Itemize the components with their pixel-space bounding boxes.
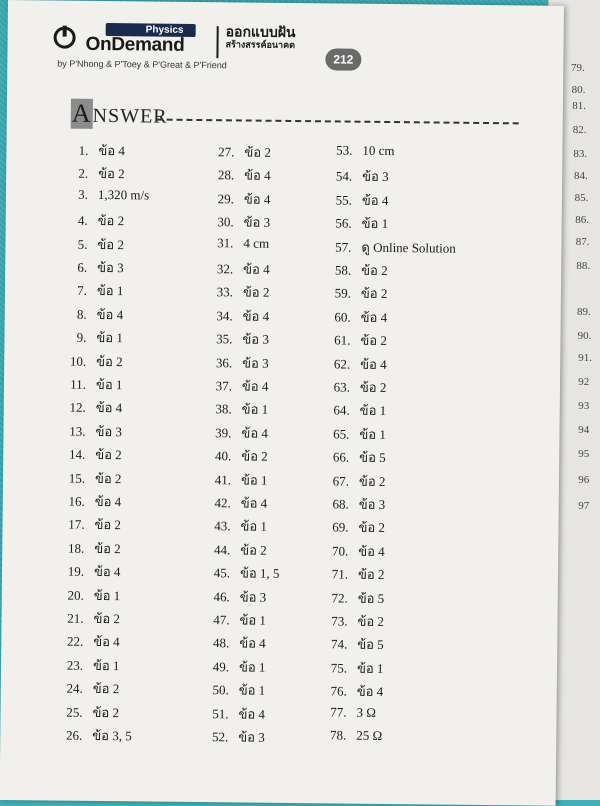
answer-item xyxy=(319,610,384,632)
answer-item xyxy=(203,422,268,444)
answer-value: 4 cm xyxy=(243,235,270,251)
adjacent-page-number: 79. xyxy=(571,62,585,74)
answer-item xyxy=(206,188,271,210)
answer-number: 42. xyxy=(214,495,231,511)
answer-value: ข้อ 4 xyxy=(94,493,122,510)
answer-value: ข้อ 4 xyxy=(361,192,389,208)
answer-item xyxy=(55,608,120,630)
answer-value: ข้อ 2 xyxy=(92,704,120,720)
answer-item xyxy=(322,329,387,351)
answer-number: 25. xyxy=(66,704,83,720)
answer-value: ข้อ 2 xyxy=(97,236,124,252)
answer-number: 9. xyxy=(76,329,87,346)
answer-number: 23. xyxy=(66,657,84,673)
answer-value: 1,320 m/s xyxy=(97,186,150,203)
answer-item xyxy=(200,703,265,725)
answer-item xyxy=(55,678,120,700)
answer-value: 25 Ω xyxy=(356,727,383,743)
answer-value: ข้อ 2 xyxy=(92,681,120,697)
answer-value: ข้อ 4 xyxy=(242,308,270,324)
answer-value: ข้อ 2 xyxy=(360,332,387,349)
answer-item xyxy=(205,281,270,303)
answer-value: ข้อ 2 xyxy=(357,566,385,583)
answer-number: 77. xyxy=(330,704,347,720)
answer-value: ข้อ 3 xyxy=(358,496,386,512)
answer-number: 40. xyxy=(214,448,232,464)
answer-value: ดู Online Solution xyxy=(361,239,456,256)
answer-item xyxy=(321,470,386,492)
answer-number: 5. xyxy=(77,236,88,252)
answer-value: ข้อ 1 xyxy=(240,518,268,535)
answer-item xyxy=(56,514,121,536)
answer-value: ข้อ 4 xyxy=(238,706,266,722)
answer-number: 44. xyxy=(213,541,231,558)
answer-item xyxy=(320,563,385,585)
answer-value: ข้อ 2 xyxy=(360,286,388,302)
answer-number: 75. xyxy=(330,660,348,676)
answer-number: 58. xyxy=(334,262,352,278)
answer-item xyxy=(201,609,266,631)
section-title-initial: A xyxy=(71,98,92,128)
answer-item xyxy=(323,306,388,328)
answer-number: 47. xyxy=(213,612,230,628)
answer-item xyxy=(206,164,271,186)
answer-number: 19. xyxy=(67,563,85,580)
answer-item xyxy=(200,726,265,748)
answer-item xyxy=(204,352,269,374)
answer-item xyxy=(323,259,388,281)
answer-value: ข้อ 2 xyxy=(98,166,125,182)
answer-value: ข้อ 4 xyxy=(358,543,385,559)
answer-number: 50. xyxy=(212,682,229,698)
section-title-rest: NSWER xyxy=(92,104,168,128)
answer-number: 62. xyxy=(333,356,351,372)
answer-value: ข้อ 2 xyxy=(97,213,125,229)
answer-value: ข้อ 2 xyxy=(358,520,386,536)
answer-number: 7. xyxy=(77,283,88,299)
answer-item xyxy=(58,350,123,372)
answer-value: ข้อ 4 xyxy=(240,495,268,511)
answer-value: 3 Ω xyxy=(356,704,377,720)
adjacent-page-number: 84. xyxy=(574,170,588,182)
answer-number: 2. xyxy=(78,166,89,182)
adjacent-page-number: 92 xyxy=(578,376,590,388)
answer-number: 63. xyxy=(333,379,351,395)
adjacent-page-number: 89. xyxy=(577,306,591,318)
answer-item xyxy=(205,305,270,327)
answer-number: 18. xyxy=(67,540,85,556)
answer-number: 8. xyxy=(76,306,87,322)
brand-name: OnDemand xyxy=(85,33,185,56)
answer-number: 48. xyxy=(212,635,230,651)
answer-value: ข้อ 5 xyxy=(357,637,384,653)
answer-number: 41. xyxy=(214,471,232,487)
answer-value: ข้อ 1 xyxy=(359,426,387,442)
answer-value: ข้อ 1 xyxy=(95,376,123,393)
answer-value: ข้อ 3 xyxy=(239,589,267,605)
answer-number: 35. xyxy=(216,331,233,347)
answer-number: 36. xyxy=(215,354,233,370)
adjacent-page-number: 94 xyxy=(578,424,590,436)
answer-item xyxy=(206,211,271,233)
answer-item xyxy=(56,561,121,583)
answer-item xyxy=(321,493,386,515)
answer-number: 6. xyxy=(77,259,88,275)
answer-value: ข้อ 1 xyxy=(361,215,389,232)
adjacent-page-number: 88. xyxy=(576,260,591,272)
answer-item xyxy=(324,213,389,235)
adjacent-page-number: 96 xyxy=(578,474,590,486)
answer-item xyxy=(54,701,119,723)
answer-item xyxy=(58,397,123,419)
answer-number: 64. xyxy=(333,402,350,418)
answer-number: 34. xyxy=(216,307,233,324)
answer-value: ข้อ 4 xyxy=(244,167,271,184)
answer-item xyxy=(204,398,269,420)
answer-number: 38. xyxy=(215,401,232,417)
answer-value: ข้อ 1 xyxy=(92,657,120,674)
author-byline: by P'Nhong & P'Toey & P'Great & P'Friend xyxy=(57,58,227,71)
answer-number: 15. xyxy=(68,470,86,486)
answer-number: 21. xyxy=(67,610,84,626)
answer-item xyxy=(60,210,125,232)
answer-number: 20. xyxy=(67,587,84,603)
answer-item xyxy=(56,537,121,559)
answer-item xyxy=(201,656,266,678)
answer-item xyxy=(201,632,266,654)
answer-number: 4. xyxy=(77,212,88,229)
adjacent-page-number: 83. xyxy=(573,148,588,160)
answer-number: 70. xyxy=(331,543,349,559)
answer-value: ข้อ 2 xyxy=(95,447,122,463)
answer-number: 57. xyxy=(335,239,352,255)
answer-value: ข้อ 2 xyxy=(93,610,121,627)
answer-item xyxy=(322,400,387,422)
answer-value: ข้อ 2 xyxy=(361,262,388,278)
answer-value: ข้อ 2 xyxy=(94,540,121,557)
answer-number: 46. xyxy=(213,588,230,604)
answer-item xyxy=(60,140,125,162)
answer-number: 37. xyxy=(215,378,233,394)
answer-number: 74. xyxy=(330,636,348,652)
answer-number: 54. xyxy=(335,168,353,185)
answer-item xyxy=(206,141,271,163)
answer-number: 72. xyxy=(331,590,348,606)
answer-item xyxy=(202,515,267,537)
answer-number: 3. xyxy=(78,186,89,202)
answer-value: ข้อ 4 xyxy=(96,306,124,323)
answer-number: 66. xyxy=(332,449,350,465)
answer-number: 78. xyxy=(329,727,347,743)
answer-item xyxy=(324,189,389,211)
adjacent-page-number: 95 xyxy=(578,448,590,460)
answer-value: ข้อ 2 xyxy=(358,473,386,489)
answer-item xyxy=(205,235,269,252)
slogan xyxy=(225,24,315,50)
answer-number: 67. xyxy=(332,473,350,489)
answer-number: 76. xyxy=(330,683,347,699)
answer-value: ข้อ 3 xyxy=(238,729,265,745)
answer-item xyxy=(59,257,124,279)
answer-value: ข้อ 5 xyxy=(359,449,386,466)
adjacent-page-number: 81. xyxy=(572,100,586,112)
adjacent-page-number: 80. xyxy=(571,84,586,96)
answer-value: ข้อ 1 xyxy=(359,403,387,419)
answer-number: 61. xyxy=(334,332,351,348)
answer-value: ข้อ 3 xyxy=(362,169,389,185)
answer-item xyxy=(322,353,387,375)
answer-number: 55. xyxy=(335,192,353,208)
answer-item xyxy=(57,467,122,489)
answer-item xyxy=(323,283,388,305)
answer-item xyxy=(321,446,386,468)
answer-value: ข้อ 1 xyxy=(93,587,121,603)
answer-item xyxy=(202,562,280,584)
answer-number: 39. xyxy=(215,424,232,441)
answer-item xyxy=(320,540,385,562)
answer-item xyxy=(56,584,121,606)
answer-number: 51. xyxy=(212,705,229,721)
answer-item xyxy=(318,727,382,744)
adjacent-page-number: 82. xyxy=(572,124,587,136)
answer-item xyxy=(204,328,269,350)
answer-number: 26. xyxy=(65,727,83,743)
answer-item xyxy=(204,375,269,397)
answer-value: ข้อ 1, 5 xyxy=(239,565,280,582)
answer-item xyxy=(54,725,132,747)
answer-item xyxy=(57,444,122,466)
answer-item xyxy=(55,654,120,676)
answer-number: 22. xyxy=(66,634,84,650)
answer-value: ข้อ 2 xyxy=(242,284,270,301)
answer-item xyxy=(58,327,123,349)
answer-number: 60. xyxy=(334,309,351,325)
answer-item xyxy=(202,539,267,561)
answer-value: ข้อ 1 xyxy=(241,401,269,418)
page-header xyxy=(45,20,354,75)
answer-value: ข้อ 4 xyxy=(356,683,384,700)
answer-number: 30. xyxy=(217,214,234,230)
answer-value: ข้อ 3 xyxy=(242,355,269,371)
answer-value: ข้อ 4 xyxy=(360,356,387,372)
answer-value: 10 cm xyxy=(362,142,395,159)
adjacent-page-number: 93 xyxy=(578,400,590,412)
answer-number: 69. xyxy=(332,519,349,535)
answer-item xyxy=(203,492,268,514)
answer-value: ข้อ 2 xyxy=(241,448,268,464)
answer-value: ข้อ 2 xyxy=(244,144,271,160)
answer-number: 28. xyxy=(217,167,235,183)
answer-item xyxy=(319,634,384,656)
adjacent-page-number: 86. xyxy=(575,214,589,226)
adjacent-page-number: 97 xyxy=(578,500,590,512)
answer-number: 68. xyxy=(332,496,349,512)
answer-value: ข้อ 4 xyxy=(239,635,266,652)
adjacent-page-number: 90. xyxy=(577,330,592,342)
answer-value: ข้อ 2 xyxy=(94,470,122,486)
answer-item xyxy=(55,631,120,653)
answer-item xyxy=(202,586,267,608)
adjacent-page-number: 91. xyxy=(578,352,592,364)
answer-item xyxy=(323,236,456,258)
answer-value: ข้อ 4 xyxy=(95,400,123,416)
answer-item xyxy=(201,679,266,701)
answer-value: ข้อ 2 xyxy=(240,542,267,558)
answer-value: ข้อ 1 xyxy=(96,283,124,299)
answer-value: ข้อ 5 xyxy=(357,590,385,606)
answer-number: 27. xyxy=(218,144,235,160)
answer-value: ข้อ 4 xyxy=(241,378,269,394)
answer-item xyxy=(319,680,384,702)
answer-item xyxy=(203,445,268,467)
answer-item xyxy=(319,657,384,679)
answer-value: ข้อ 4 xyxy=(98,142,125,159)
answer-number: 16. xyxy=(68,493,85,509)
answer-number: 71. xyxy=(331,566,349,582)
answer-number: 49. xyxy=(212,658,230,675)
adjacent-page-number: 85. xyxy=(574,192,589,204)
answer-number: 33. xyxy=(216,284,234,300)
answer-value: ข้อ 4 xyxy=(243,191,271,207)
answer-item xyxy=(203,469,268,491)
answer-item xyxy=(318,704,376,721)
answer-item xyxy=(60,163,125,185)
answer-value: ข้อ 3, 5 xyxy=(92,727,132,744)
answer-item xyxy=(324,166,389,188)
answer-item xyxy=(57,420,122,442)
answer-number: 10. xyxy=(69,353,87,369)
answer-number: 11. xyxy=(70,376,87,392)
answer-value: ข้อ 2 xyxy=(94,517,122,533)
slogan-line-2: สร้างสรรค์อนาคต xyxy=(225,39,296,51)
subject-badge: Physics xyxy=(106,23,196,37)
answer-item xyxy=(59,303,124,325)
answer-number: 65. xyxy=(333,426,350,442)
divider xyxy=(216,26,218,58)
answer-value: ข้อ 1 xyxy=(239,612,267,628)
answer-value: ข้อ 4 xyxy=(93,564,121,580)
answer-item xyxy=(59,233,124,255)
answer-value: ข้อ 1 xyxy=(356,660,384,676)
slogan-line-1: ออกแบบฝัน xyxy=(225,23,296,41)
answer-number: 24. xyxy=(66,680,83,697)
answer-value: ข้อ 1 xyxy=(96,330,123,346)
answer-value: ข้อ 3 xyxy=(242,331,269,347)
answer-number: 14. xyxy=(68,446,86,463)
answer-value: ข้อ 4 xyxy=(360,309,388,325)
answer-number: 52. xyxy=(211,729,229,745)
answer-number: 17. xyxy=(68,517,85,533)
answer-value: ข้อ 1 xyxy=(238,659,266,675)
answer-item xyxy=(59,280,124,302)
adjacent-page-number: 87. xyxy=(575,236,590,248)
answer-value: ข้อ 1 xyxy=(238,682,266,698)
answer-number: 1. xyxy=(78,142,89,158)
answer-item xyxy=(57,491,122,513)
power-logo-icon xyxy=(53,26,75,48)
answer-value: ข้อ 2 xyxy=(96,353,123,369)
section-title xyxy=(71,99,168,130)
answer-number: 43. xyxy=(214,518,231,534)
title-dashed-rule xyxy=(157,119,519,125)
answer-item xyxy=(320,517,385,539)
answer-number: 13. xyxy=(69,423,86,439)
answer-value: ข้อ 3 xyxy=(243,214,271,230)
answer-item xyxy=(321,423,386,445)
answer-number: 45. xyxy=(213,565,231,581)
answer-number: 31. xyxy=(217,234,234,250)
answer-value: ข้อ 4 xyxy=(241,425,269,441)
answer-value: ข้อ 2 xyxy=(359,379,387,395)
answer-number: 59. xyxy=(334,285,352,301)
answer-number: 12. xyxy=(69,400,86,416)
answer-number: 73. xyxy=(331,613,348,629)
answer-value: ข้อ 3 xyxy=(95,423,123,440)
answer-number: 56. xyxy=(335,215,352,231)
answer-value: ข้อ 4 xyxy=(243,261,270,277)
answer-number: 32. xyxy=(216,261,234,277)
answer-number: 53. xyxy=(336,142,353,158)
page-number: 212 xyxy=(325,48,361,70)
answer-number: 29. xyxy=(217,191,235,207)
answer-item xyxy=(324,142,394,159)
answer-value: ข้อ 3 xyxy=(97,259,124,276)
answer-value: ข้อ 2 xyxy=(357,613,385,629)
answer-item xyxy=(205,258,270,280)
answer-item xyxy=(58,374,123,396)
answer-item xyxy=(320,587,385,609)
answer-item xyxy=(322,376,387,398)
answer-item xyxy=(60,186,149,203)
answer-value: ข้อ 1 xyxy=(240,472,268,488)
answer-value: ข้อ 4 xyxy=(93,634,120,650)
